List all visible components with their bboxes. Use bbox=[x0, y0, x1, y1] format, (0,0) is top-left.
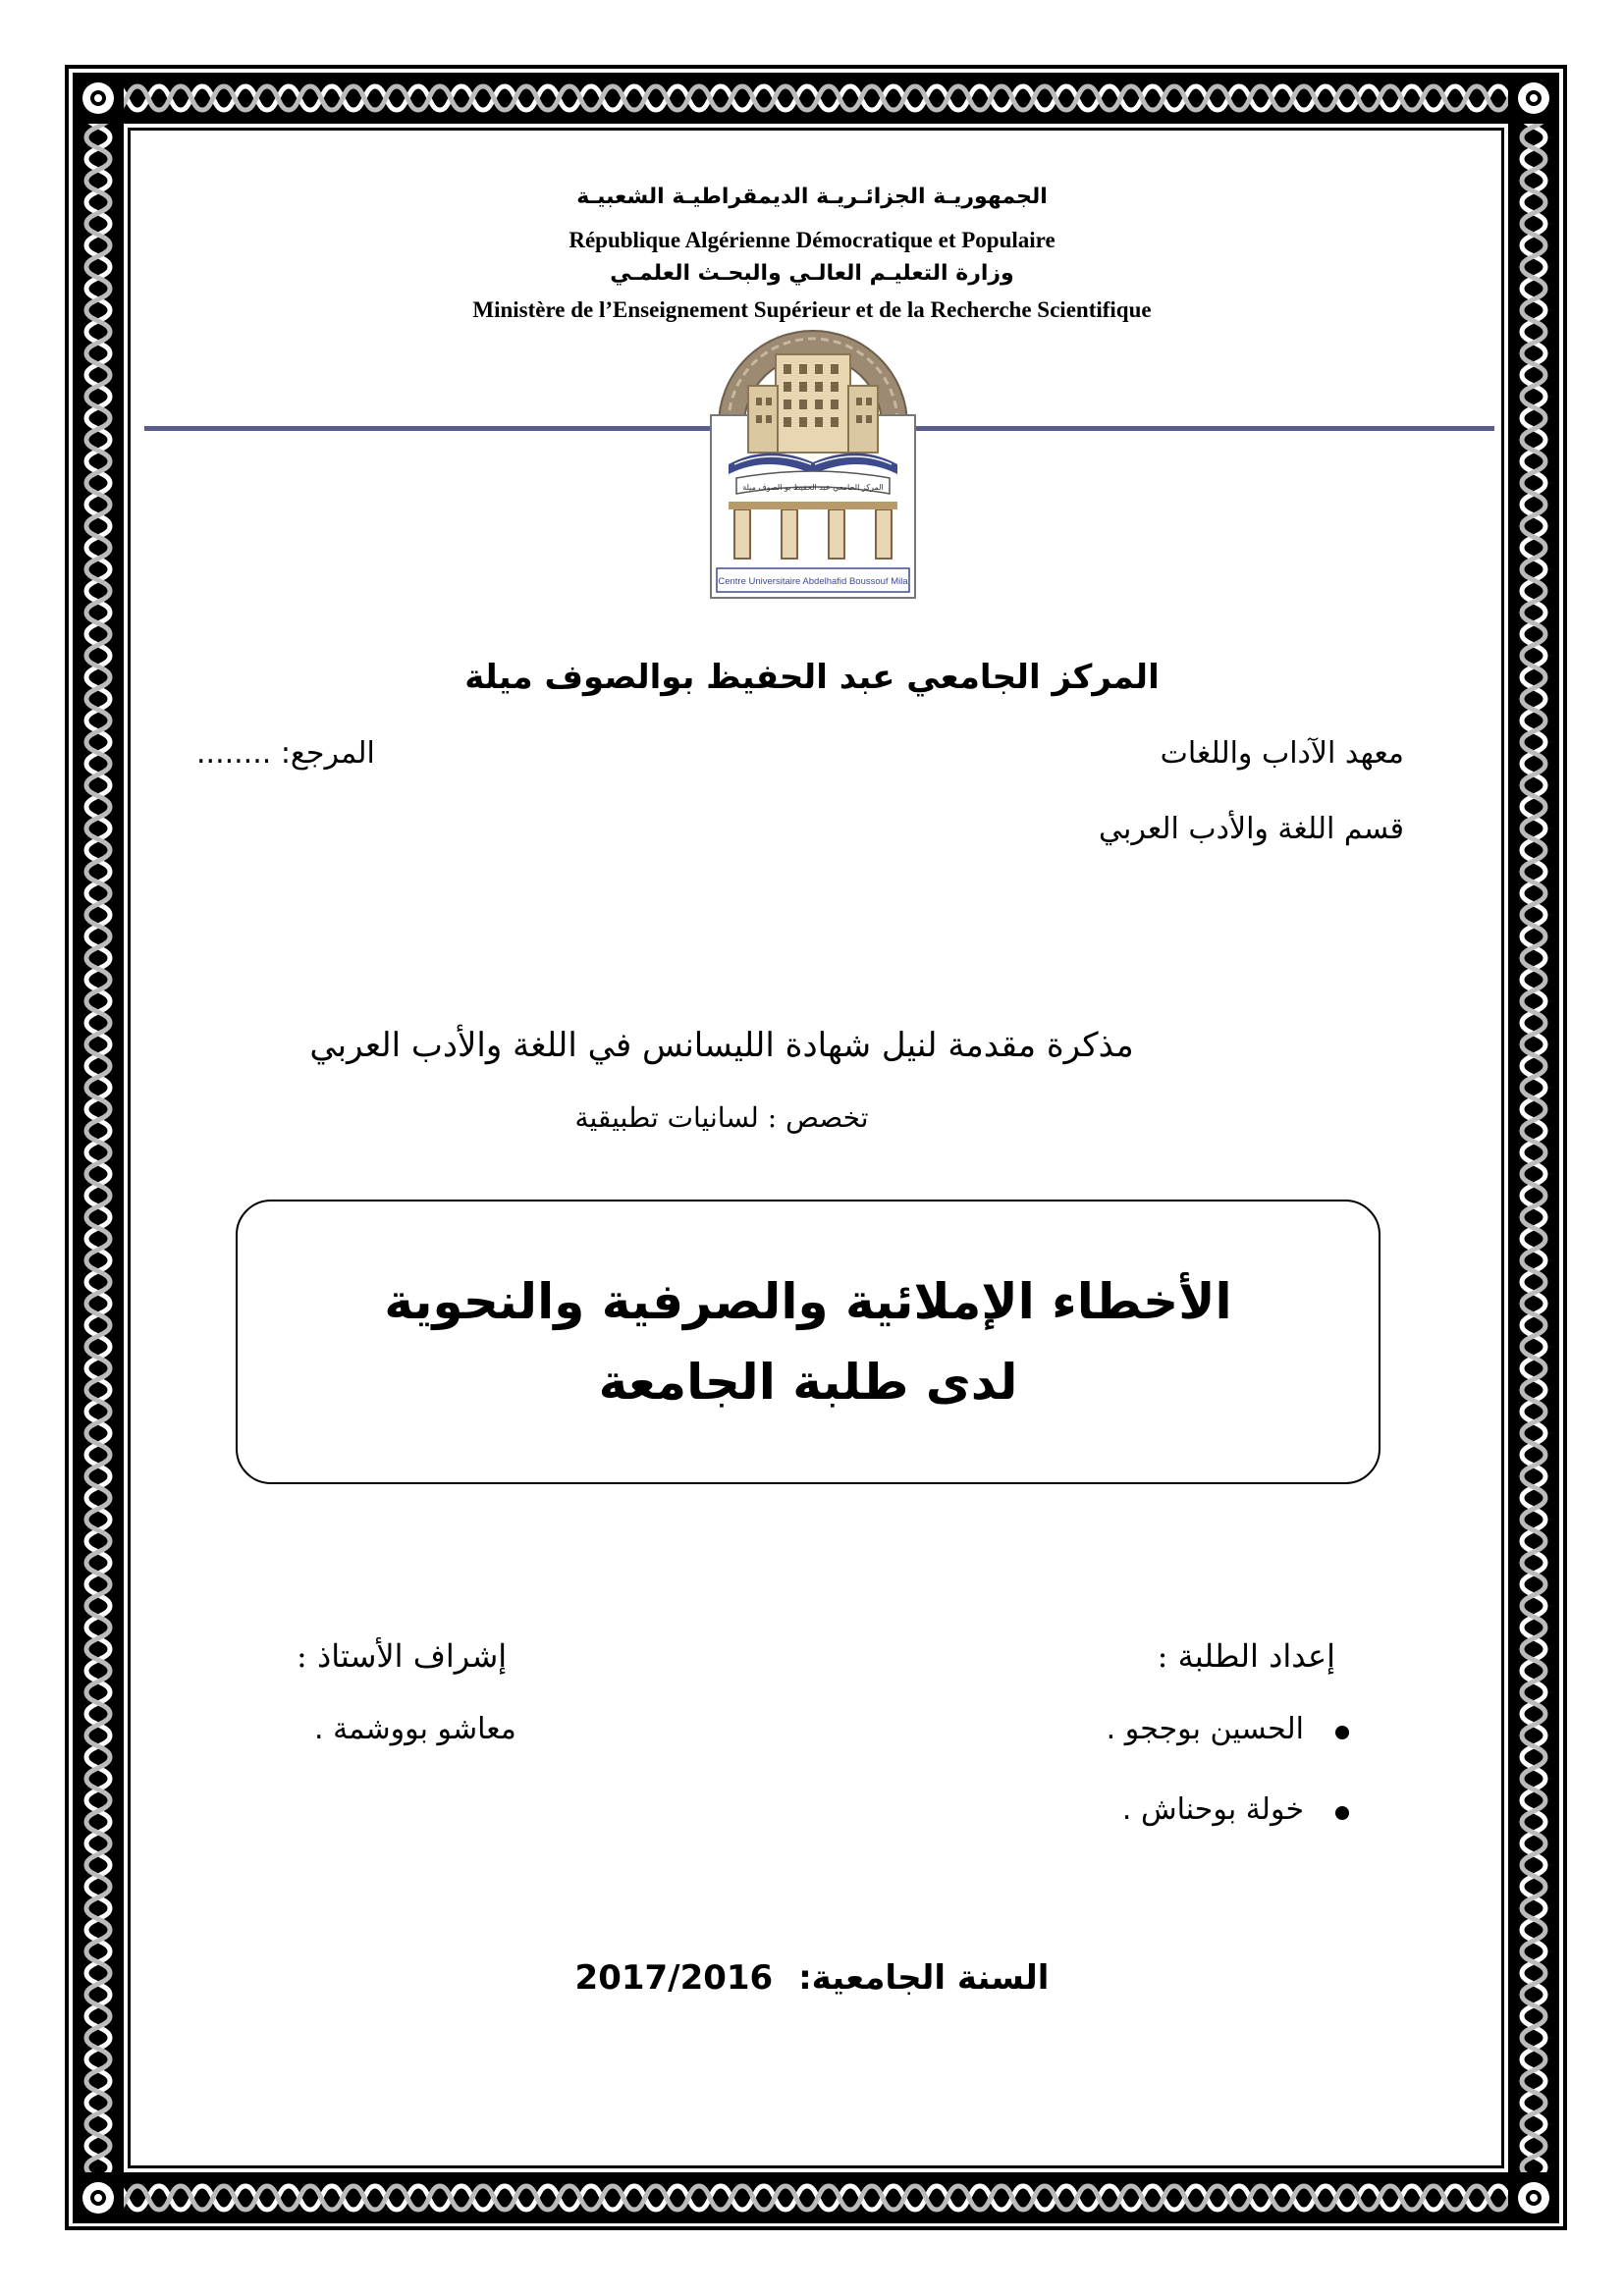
header-ministry-french: Ministère de l’Enseignement Supérieur et de la Recherche Scientifique bbox=[472, 297, 1152, 322]
thesis-title-box bbox=[236, 1200, 1380, 1484]
student-name: الحسين بوججو . bbox=[1106, 1712, 1304, 1746]
frame-corner-ornament bbox=[1508, 2172, 1559, 2223]
supervisor-name: معاشو بووشمة . bbox=[314, 1712, 516, 1746]
header-republic-french: République Algérienne Démocratique et Populaire bbox=[568, 228, 1056, 252]
reference-field: المرجع: ........ bbox=[196, 736, 375, 771]
supervisor-heading: إشراف الأستاذ : bbox=[297, 1637, 508, 1675]
header-republic-arabic: الجمهوريـة الجزائـريـة الديمقراطيـة الشعبيـة bbox=[576, 185, 1048, 209]
institution-name: المركز الجامعي عبد الحفيظ بوالصوف ميلة bbox=[464, 658, 1160, 697]
academic-year-label: السنة الجامعية: bbox=[798, 1958, 1050, 1998]
thesis-title-line1: الأخطاء الإملائية والصرفية والنحوية bbox=[384, 1273, 1232, 1330]
bullet-icon bbox=[1335, 1806, 1349, 1820]
department-name: قسم اللغة والأدب العربي bbox=[1098, 812, 1404, 846]
academic-year bbox=[295, 1958, 1329, 1998]
memo-specialty: تخصص : لسانيات تطبيقية bbox=[574, 1101, 869, 1134]
logo-french-caption: Centre Universitaire Abdelhafid Boussouf Mila bbox=[718, 576, 908, 587]
header-ministry-arabic: وزارة التعليـم العالـي والبحـث العلمـي bbox=[610, 261, 1014, 286]
logo-arabic-caption: المركز الجامعي عبد الحفيظ بو الصوف ميلة bbox=[742, 483, 884, 492]
institute-name: معهد الآداب واللغات bbox=[1160, 736, 1404, 771]
academic-year-value: 2017/2016 bbox=[574, 1958, 774, 1998]
students-heading: إعداد الطلبة : bbox=[1157, 1637, 1335, 1675]
memo-purpose: مذكرة مقدمة لنيل شهادة الليسانس في اللغة والأدب العربي bbox=[309, 1026, 1134, 1065]
frame-corner-ornament bbox=[73, 73, 124, 124]
bullet-icon bbox=[1335, 1726, 1349, 1739]
student-name: خولة بوحناش . bbox=[1121, 1792, 1304, 1827]
frame-corner-ornament bbox=[73, 2172, 124, 2223]
thesis-title-line2: لدى طلبة الجامعة bbox=[598, 1354, 1018, 1411]
university-logo bbox=[709, 317, 917, 600]
frame-corner-ornament bbox=[1508, 73, 1559, 124]
